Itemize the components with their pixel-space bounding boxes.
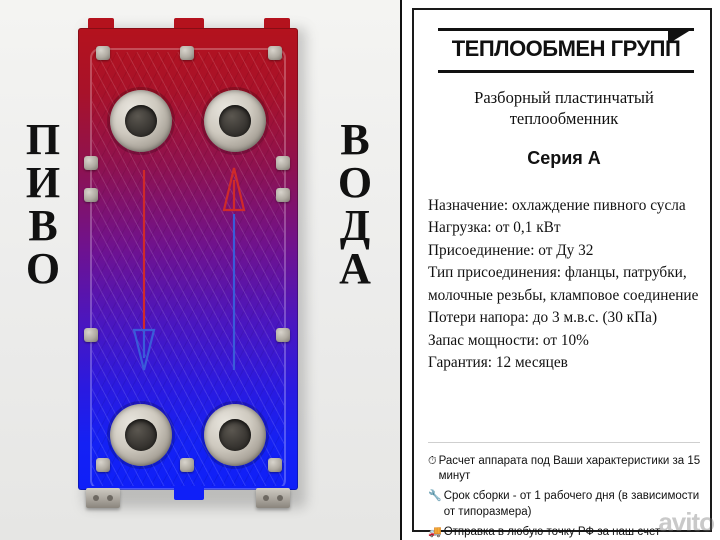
- port-top-right: [204, 90, 266, 152]
- beer-letter-4: О: [25, 244, 61, 294]
- water-letter-4: А: [339, 244, 371, 294]
- water-letter-2: О: [337, 158, 373, 208]
- plate-bottom-tab-center: [174, 486, 204, 500]
- beer-letter-1: П: [25, 115, 61, 164]
- note-text-3: Отправка в любую точку РФ за наш счет: [443, 525, 661, 538]
- spec-list: [428, 195, 720, 375]
- spec-line-3: Присоединение: от Ду 32: [428, 241, 594, 259]
- truck-icon: 🚚: [428, 525, 442, 538]
- clock-icon: ⏱: [428, 455, 437, 467]
- subtitle-line-1: Разборный пластинчатый: [474, 88, 654, 107]
- spec-line-7: Запас мощности: от 10%: [428, 331, 589, 349]
- stud-6: [84, 188, 98, 202]
- note-row-1: [428, 454, 708, 484]
- stud-11: [180, 458, 194, 472]
- note-text-1: Расчет аппарата под Ваши характеристики за 15 минут: [438, 455, 701, 483]
- info-card: [412, 8, 712, 538]
- product-series: Серия А: [527, 148, 601, 168]
- port-bottom-right: [204, 404, 266, 466]
- logo-rule-top: [438, 28, 694, 31]
- logo-text: ТЕПЛООБМЕН ГРУПП: [451, 36, 681, 61]
- beer-letter-2: И: [25, 158, 61, 208]
- spec-line-4: Тип присоединения: фланцы, патрубки,: [428, 264, 687, 282]
- water-letter-3: Д: [339, 201, 371, 251]
- support-foot-right: [256, 488, 290, 508]
- port-bottom-left: [110, 404, 172, 466]
- water-letter-1: В: [340, 115, 370, 164]
- label-beer-vertical: [10, 115, 76, 294]
- beer-letter-3: В: [28, 201, 58, 251]
- wrench-icon: 🔧: [428, 490, 442, 503]
- stud-8: [84, 328, 98, 342]
- foot-pin-l2: [107, 495, 113, 501]
- stud-12: [268, 458, 282, 472]
- stud-5: [276, 156, 290, 170]
- spec-line-1: Назначение: охлаждение пивного сусла: [428, 197, 686, 214]
- info-panel: [400, 0, 720, 540]
- brand-logo: [438, 26, 694, 78]
- avito-watermark: avito: [658, 507, 714, 537]
- foot-pin-r1: [263, 495, 269, 501]
- support-foot-left: [86, 488, 120, 508]
- foot-pin-r2: [277, 495, 283, 501]
- spec-line-6: Потери напора: до 3 м.в.с. (30 кПа): [428, 309, 658, 327]
- heat-exchanger-plate: [78, 18, 310, 518]
- note-text-2: Срок сборки - от 1 рабочего дня (в зависимости от типоразмера): [443, 490, 700, 518]
- stud-10: [96, 458, 110, 472]
- label-water-vertical: [322, 115, 388, 294]
- spec-line-5: молочные резьбы, кламповое соединение: [428, 286, 699, 304]
- stud-1: [96, 46, 110, 60]
- spec-line-8: Гарантия: 12 месяцев: [428, 354, 568, 372]
- logo-rule-bottom: [438, 70, 694, 73]
- card-divider: [428, 442, 700, 443]
- product-subtitle: [430, 88, 698, 129]
- stud-7: [276, 188, 290, 202]
- plate-body: [78, 28, 298, 490]
- foot-pin-l1: [93, 495, 99, 501]
- spec-line-2: Нагрузка: от 0,1 кВт: [428, 219, 561, 237]
- stud-2: [180, 46, 194, 60]
- subtitle-line-2: теплообменник: [509, 108, 619, 128]
- stud-4: [84, 156, 98, 170]
- stud-3: [268, 46, 282, 60]
- port-top-left: [110, 90, 172, 152]
- stud-9: [276, 328, 290, 342]
